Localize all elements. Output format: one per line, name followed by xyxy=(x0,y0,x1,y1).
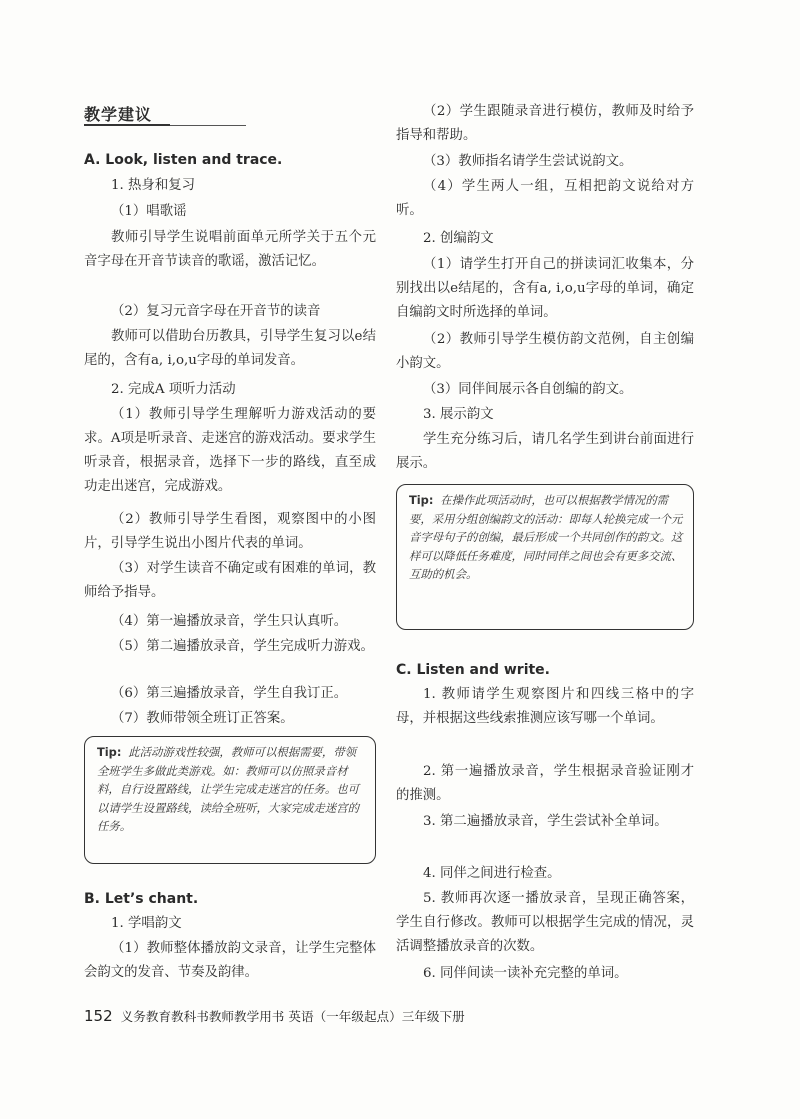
b2-heading: 2. 创编韵文 xyxy=(423,231,494,246)
a1-2-paragraph: 教师可以借助台历教具，引导学生复习以e结尾的，含有a, i,o,u字母的单词发音。 xyxy=(84,329,376,368)
a2-2-paragraph: （2）教师引导学生看图，观察图中的小图片，引导学生说出小图片代表的单词。 xyxy=(84,512,376,551)
b2-3-paragraph: （3）同伴间展示各自创编的韵文。 xyxy=(423,382,633,397)
a2-4-paragraph: （4）第一遍播放录音，学生只认真听。 xyxy=(111,614,348,629)
a2-heading: 2. 完成A 项听力活动 xyxy=(111,382,236,397)
c4-paragraph: 4. 同伴之间进行检查。 xyxy=(423,866,561,881)
tip-text: 此活动游戏性较强，教师可以根据需要，带领全班学生多做此类游戏。如：教师可以仿照录音材料，自行设置路线，让学生完成走迷宫的任务。也可以请学生设置路线，读给全班听，大家完成走迷宫的任务。 xyxy=(97,745,359,833)
b1-3-paragraph: （3）教师指名请学生尝试说韵文。 xyxy=(423,154,633,169)
b3-paragraph: 学生充分练习后，请几名学生到讲台前面进行展示。 xyxy=(396,432,694,471)
tip-text: 在操作此项活动时，也可以根据教学情况的需要，采用分组创编韵文的活动：即每人轮换完成一个元音字母句子的创编，最后形成一个共同创作的韵文。这样可以降低任务难度，同时同伴之间也会有更多交流、互助的机会。 xyxy=(409,493,683,581)
b1-1-paragraph: （1）教师整体播放韵文录音，让学生完整体会韵文的发音、节奏及韵律。 xyxy=(84,941,376,980)
page-footer xyxy=(84,1006,465,1025)
a2-3-paragraph: （3）对学生读音不确定或有困难的单词，教师给予指导。 xyxy=(84,561,376,600)
a1-heading: 1. 热身和复习 xyxy=(111,178,195,193)
section-b-title: B. Let’s chant. xyxy=(84,891,199,907)
a2-6-paragraph: （6）第三遍播放录音，学生自我订正。 xyxy=(111,686,348,701)
tip-label: Tip: xyxy=(409,493,434,507)
c1-paragraph: 1. 教师请学生观察图片和四线三格中的字母，并根据这些线索推测应该写哪一个单词。 xyxy=(396,687,694,726)
b1-4-paragraph: （4）学生两人一组，互相把韵文说给对方听。 xyxy=(396,179,694,218)
c6-paragraph: 6. 同伴间读一读补充完整的单词。 xyxy=(423,966,628,981)
a1-2-heading: （2）复习元音字母在开音节的读音 xyxy=(111,304,321,319)
c5-paragraph: 5. 教师再次逐一播放录音，呈现正确答案，学生自行修改。教师可以根据学生完成的情况，灵活调整播放录音的次数。 xyxy=(396,891,694,954)
a1-1-heading: （1）唱歌谣 xyxy=(111,204,187,219)
heading-rule xyxy=(84,124,170,126)
section-a-title: A. Look, listen and trace. xyxy=(84,152,283,168)
section-c-title: C. Listen and write. xyxy=(396,662,550,678)
b1-2-paragraph: （2）学生跟随录音进行模仿，教师及时给予指导和帮助。 xyxy=(396,104,694,143)
page-number: 152 xyxy=(84,1007,113,1025)
book-title: 义务教育教科书教师教学用书 英语（一年级起点）三年级下册 xyxy=(120,1009,465,1024)
c2-paragraph: 2. 第一遍播放录音，学生根据录音验证刚才的推测。 xyxy=(396,764,694,803)
tip-label: Tip: xyxy=(97,745,122,759)
a2-5-paragraph: （5）第二遍播放录音，学生完成听力游戏。 xyxy=(111,639,374,654)
c3-paragraph: 3. 第二遍播放录音，学生尝试补全单词。 xyxy=(423,814,668,829)
heading-rule-thin xyxy=(170,125,246,126)
b3-heading: 3. 展示韵文 xyxy=(423,407,494,422)
a2-1-paragraph: （1）教师引导学生理解听力游戏活动的要求。A项是听录音、走迷宫的游戏活动。要求学生听录音，根据录音，选择下一步的路线，直至成功走出迷宫，完成游戏。 xyxy=(84,407,376,494)
a2-7-paragraph: （7）教师带领全班订正答案。 xyxy=(111,711,294,726)
b2-2-paragraph: （2）教师引导学生模仿韵文范例，自主创编小韵文。 xyxy=(396,332,694,371)
tip-box-b xyxy=(396,484,694,630)
tip-box-a xyxy=(84,736,376,864)
a1-1-paragraph: 教师引导学生说唱前面单元所学关于五个元音字母在开音节读音的歌谣，激活记忆。 xyxy=(84,230,376,269)
b1-heading: 1. 学唱韵文 xyxy=(111,916,182,931)
page-heading: 教学建议 xyxy=(84,105,153,124)
b2-1-paragraph: （1）请学生打开自己的拼读词汇收集本，分别找出以e结尾的，含有a, i,o,u字母的单词，确定自编韵文时所选择的单词。 xyxy=(396,257,694,320)
